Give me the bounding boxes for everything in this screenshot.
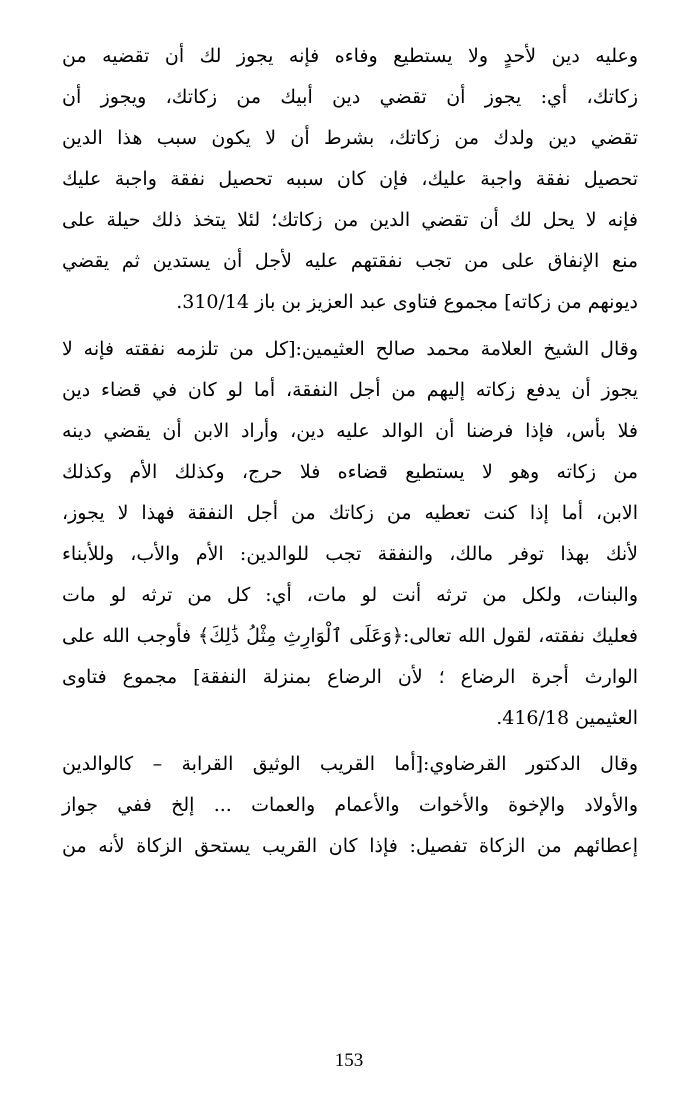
text-line-quran-verse: فعليك نفقته، لقول الله تعالى:﴿وَعَلَى ٱلْوَارِثِ مِثْلُ ذَٰلِكَ﴾ فأوجب الله على [62, 625, 638, 647]
text-line: إعطائهم من الزكاة تفصيل: فإذا كان القريب يستحق الزكاة لأنه من [62, 835, 638, 857]
text-line: فإنه لا يحل لك أن تقضي الدين من زكاتك؛ لئلا يتخذ ذلك حيلة على [62, 209, 638, 231]
text-line-citation: العثيمين 416/18. [496, 707, 638, 729]
text-line: وقال الدكتور القرضاوي:[أما القريب الوثيق القرابة – كالوالدين [62, 753, 638, 775]
paragraph-ibn-baz-fatwa [62, 36, 638, 323]
text-line: تقضي دين ولدك من زكاتك، بشرط أن لا يكون سبب هذا الدين [62, 127, 638, 149]
text-line: تحصيل نفقة واجبة عليك، فإن كان سببه تحصيل نفقة واجبة عليك [62, 168, 638, 190]
text-line: من زكاته وهو لا يستطيع قضاءه فلا حرج، وكذلك الأم وكذلك [62, 461, 638, 483]
text-line: منع الإنفاق على من تجب نفقتهم عليه لأجل أن يستدين ثم يقضي [62, 250, 638, 272]
text-line: زكاتك، أي: يجوز أن تقضي دين أبيك من زكاتك، ويجوز أن [62, 86, 638, 108]
text-line: وقال الشيخ العلامة محمد صالح العثيمين:[كل من تلزمه نفقته فإنه لا [62, 338, 638, 360]
text-line: والأولاد والإخوة والأخوات والأعمام والعمات ... إلخ ففي جواز [62, 794, 638, 816]
paragraph-qaradawi-quote [62, 744, 638, 867]
text-line: والبنات، ولكل من ترثه أنت لو مات، أي: كل من ترثه لو مات [62, 584, 638, 606]
paragraph-uthaymin-fatwa [62, 329, 638, 739]
text-line: وعليه دين لأحدٍ ولا يستطيع وفاءه فإنه يجوز لك أن تقضيه من [62, 45, 638, 67]
text-line-citation: ديونهم من زكاته] مجموع فتاوى عبد العزيز بن باز 310/14. [176, 291, 638, 313]
text-line: فلا بأس، فإذا فرضنا أن الوالد عليه دين، وأراد الابن أن يقضي دينه [62, 420, 638, 442]
text-line: يجوز أن يدفع زكاته إليهم من أجل النفقة، أما لو كان في قضاء دين [62, 379, 638, 401]
text-line: لأنك بهذا توفر مالك، والنفقة تجب للوالدين: الأم والأب، وللأبناء [62, 543, 638, 565]
text-line: الوارث أجرة الرضاع ؛ لأن الرضاع بمنزلة النفقة] مجموع فتاوى [62, 666, 638, 688]
text-line: الابن، أما إذا كنت تعطيه من زكاتك من أجل النفقة فهذا لا يجوز، [62, 502, 638, 524]
page-number: 153 [334, 1050, 364, 1071]
